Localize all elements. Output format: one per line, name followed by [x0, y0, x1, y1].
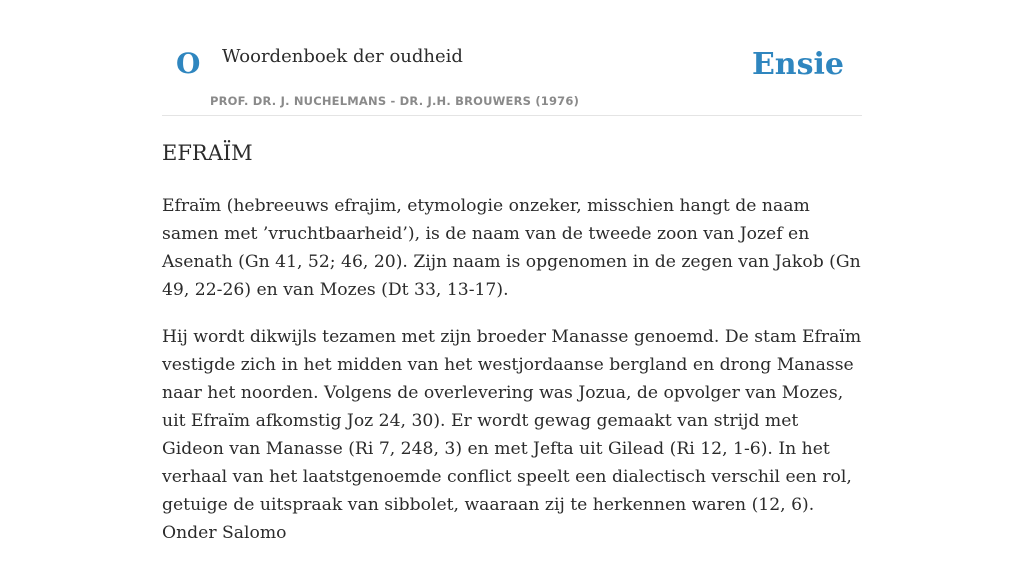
book-title[interactable]: Woordenboek der oudheid [222, 46, 463, 67]
entry-paragraph: Efraïm (hebreeuws efrajim, etymologie onzeker, misschien hangt de naam samen met ’vruchtbaarheid’), is de naam van de tweede zoon van Jozef en Asenath (Gn 41, 52; 46, 20). Zijn naam is opgenomen in de zegen van Jakob (Gn 49, 22-26) en van Mozes (Dt 33, 13-17). [162, 196, 861, 300]
book-authors: PROF. DR. J. NUCHELMANS - DR. J.H. BROUWERS (1976) [210, 94, 580, 108]
entry-article [162, 192, 862, 566]
book-header [162, 30, 862, 116]
ensie-logo-link[interactable]: Ensie [751, 47, 844, 82]
entry-headword: EFRAÏM [162, 141, 253, 165]
entry-paragraph: Hij wordt dikwijls tezamen met zijn broeder Manasse genoemd. De stam Efraïm vestigde zich in het midden van het westjordaanse bergland en drong Manasse naar het noorden. Volgens de overlevering was Jozua, de opvolger van Mozes, uit Efraïm afkomstig Joz 24, 30). Er wordt gewag gemaakt van strijd met Gideon van Manasse (Ri 7, 248, 3) en met Jefta uit Gilead (Ri 12, 1-6). In het verhaal van het laatstgenoemde conflict speelt een dialectisch verschil een rol, getuige de uitspraak van sibbolet, waaraan zij te herkennen waren (12, 6). Onder Salomo [162, 327, 862, 543]
book-logo-letter[interactable]: O [176, 47, 201, 80]
